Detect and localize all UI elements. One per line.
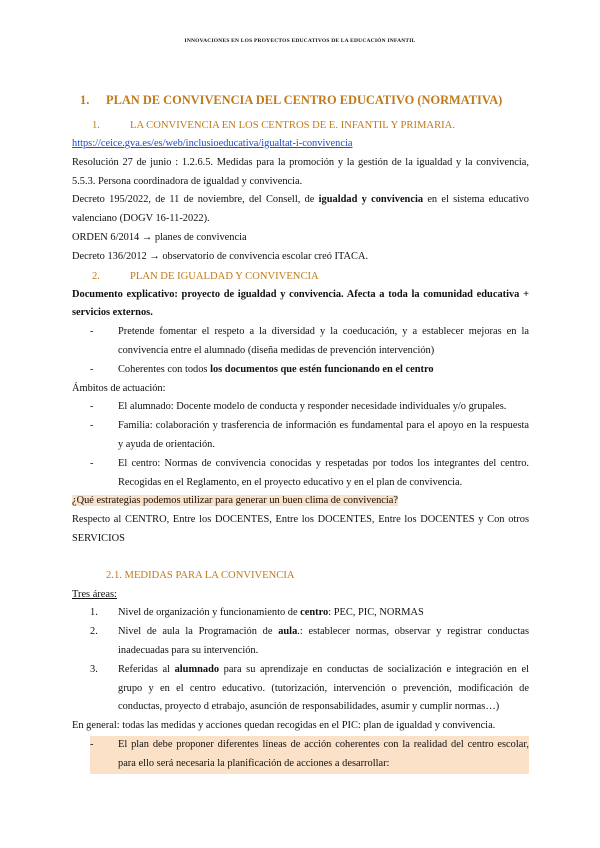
list-item — [90, 323, 529, 361]
subsection-heading-2 — [92, 267, 529, 286]
text: : PEC, PIC, NORMAS — [328, 607, 424, 619]
dash-marker: - — [90, 420, 94, 432]
document-body — [72, 90, 529, 774]
dash-marker: - — [90, 401, 94, 413]
list-item-text: El alumnado: Docente modelo de conducta y responder necesidade individuales y/o grupales. — [118, 401, 507, 413]
highlighted-text: ¿Qué estrategias podemos utilizar para generar un buen clima de convivencia? — [72, 495, 399, 507]
list-item-text: El centro: Normas de convivencia conocidas y respetadas por todos los integrantes del centro. Recogidas en el Reglamento, en el proyecto educativo y en el plan de convivencia. — [118, 457, 529, 488]
text: Nivel de aula la Programación de — [118, 626, 279, 638]
subsection-number: 1. — [92, 120, 100, 131]
subsection-title: LA CONVIVENCIA EN LOS CENTROS DE E. INFANTIL Y PRIMARIA. — [130, 120, 455, 131]
list-item-text: Pretende fomentar el respeto a la diversidad y la coeducación, y a establecer mejoras en la convivencia entre el alumnado (diseña medidas de prevención intervención) — [118, 326, 529, 356]
numbered-item — [90, 661, 529, 717]
list-item — [90, 361, 529, 380]
dash-marker: - — [90, 457, 94, 469]
section-number: 1. — [80, 93, 90, 107]
section-title: PLAN DE CONVIVENCIA DEL CENTRO EDUCATIVO (NORMATIVA) — [106, 93, 503, 107]
text: Nivel de organización y funcionamiento de — [118, 607, 301, 619]
paragraph-ambitos: Ámbitos de actuación: — [72, 382, 166, 394]
list-item — [90, 417, 529, 455]
text: para su aprendizaje en conductas de socialización e integración en el grupo y en el centro educativo. (tutorización, intervención o prevención, modificación de conductas, proyecto d etrabajo, asunción de responsabilidades, asumir y cumplir normas…) — [118, 663, 530, 713]
list-item-text — [118, 361, 529, 380]
numbered-item-text — [118, 623, 529, 661]
text: .: establecer normas, observar y registrar conductas inadecuadas para su intervención. — [118, 626, 530, 656]
paragraph-resolucion: Resolución 27 de junio : 1.2.6.5. Medidas para la promoción y la gestión de la igualdad y la convivencia, 5.5.3. Persona coordinadora de igualdad y convivencia. — [72, 156, 529, 187]
dash-marker: - — [90, 326, 94, 338]
dash-marker: - — [90, 738, 94, 750]
subsection-title: PLAN DE IGUALDAD Y CONVIVENCIA — [130, 270, 319, 282]
bold-text: centro — [300, 607, 329, 619]
bold-text: Documento explicativo: proyecto de igualdad y convivencia. Afecta a toda la comunidad educativa + servicios externos. — [72, 288, 529, 319]
subsection-heading-1 — [92, 116, 529, 135]
bold-text: igualdad y convivencia — [318, 194, 424, 206]
page-header: INNOVACIONES EN LOS PROYECTOS EDUCATIVOS DE LA EDUCACIÓN INFANTIL — [184, 38, 416, 44]
dash-marker: - — [90, 363, 94, 375]
paragraph-decreto-136: Decreto 136/2012 → observatorio de convivencia escolar creó ITACA. — [72, 250, 369, 262]
number-marker: 1. — [90, 607, 98, 619]
spacer — [72, 549, 529, 567]
paragraph-decreto-195 — [72, 191, 529, 229]
text: Coherentes con todos — [118, 363, 211, 375]
paragraph-orden: ORDEN 6/2014 → planes de convivencia — [72, 231, 247, 243]
bold-text: alumnado — [174, 663, 220, 675]
section-heading — [80, 90, 529, 110]
number-marker: 2. — [90, 626, 98, 638]
text: Decreto 195/2022, de 11 de noviembre, del Consell, de — [72, 194, 319, 206]
text: en el sistema educativo valenciano (DOGV 16-11-2022). — [72, 194, 529, 225]
subsection-heading-2-1: 2.1. MEDIDAS PARA LA CONVIVENCIA — [106, 569, 295, 581]
paragraph-documento-explicativo — [72, 286, 529, 324]
list-item-highlighted — [90, 736, 529, 774]
list-item-text: El plan debe proponer diferentes líneas de acción coherentes con la realidad del centro escolar, para ello será necesaria la planificación de acciones a desarrollar: — [118, 738, 529, 769]
numbered-item — [90, 604, 529, 623]
convivencia-link[interactable]: https://ceice.gva.es/es/web/inclusioeducativa/igualtat-i-convivencia — [72, 138, 353, 149]
paragraph-en-general: En general: todas las medidas y acciones quedan recogidas en el PIC: plan de igualdad y convivencia. — [72, 720, 496, 732]
paragraph-pregunta — [72, 492, 529, 511]
numbered-item-text — [118, 661, 529, 717]
bold-text: aula — [278, 626, 298, 638]
number-marker: 3. — [90, 663, 98, 675]
numbered-item-text — [118, 604, 529, 623]
text: Referidas al — [118, 663, 175, 675]
numbered-item — [90, 623, 529, 661]
list-item-text: Familia: colaboración y trasferencia de información es fundamental para el apoyo en la respuesta y ayuda de orientación. — [118, 420, 529, 450]
subsection-number: 2. — [92, 270, 100, 282]
paragraph-respecto: Respecto al CENTRO, Entre los DOCENTES, Entre los DOCENTES, Entre los DOCENTES y Con otros SERVICIOS — [72, 514, 529, 544]
paragraph-tres-areas: Tres áreas: — [72, 588, 117, 600]
bold-text: los documentos que estén funcionando en el centro — [210, 363, 434, 375]
list-item — [90, 398, 529, 417]
list-item — [90, 455, 529, 493]
